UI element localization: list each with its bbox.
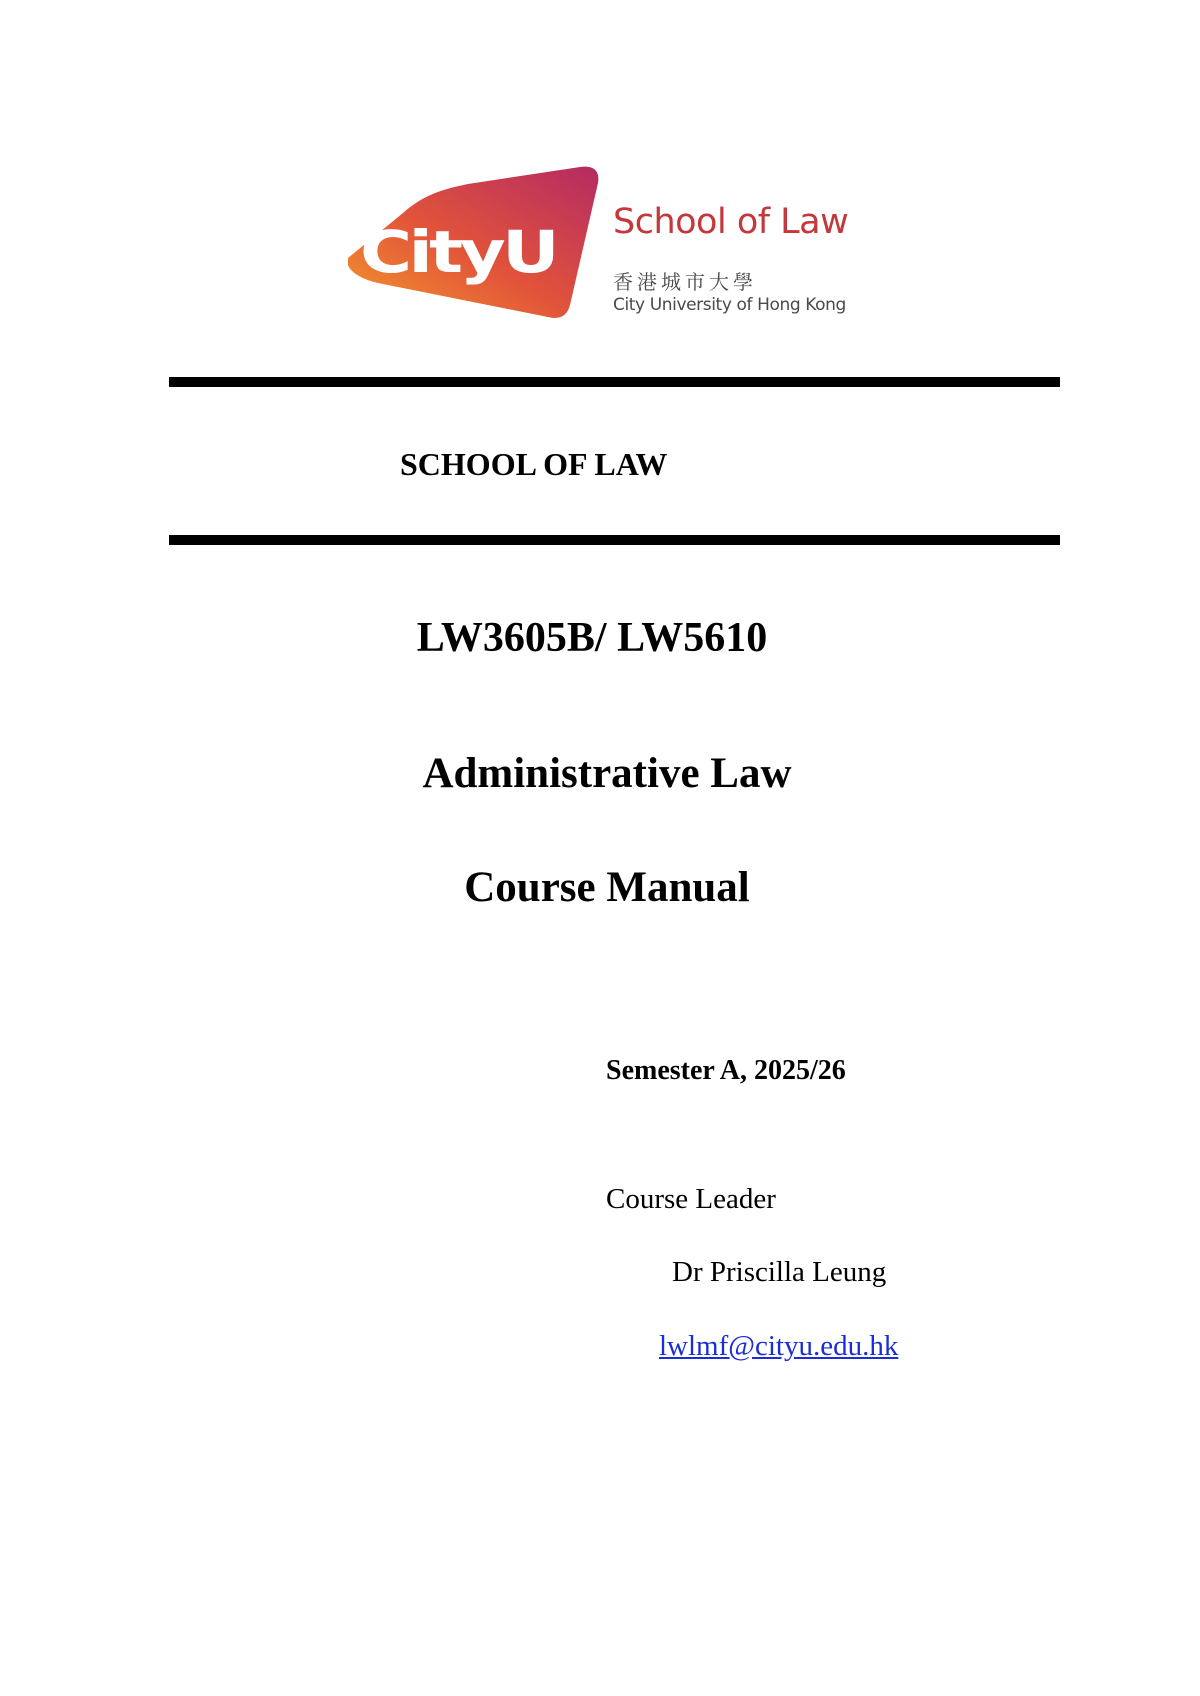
course-leader-label: Course Leader — [606, 1183, 776, 1215]
course-title: Administrative Law — [422, 750, 792, 797]
cityu-logo-text: CityU — [360, 218, 556, 286]
course-leader-email-link[interactable]: lwlmf@cityu.edu.hk — [659, 1330, 899, 1362]
course-leader-name: Dr Priscilla Leung — [672, 1256, 887, 1288]
bottom-divider — [169, 535, 1060, 545]
logo-chinese-name: 香港城市大學 — [613, 270, 757, 294]
top-divider — [169, 377, 1060, 387]
logo-university-name: City University of Hong Kong — [613, 295, 846, 315]
document-type: Course Manual — [464, 864, 750, 911]
course-codes: LW3605B/ LW5610 — [416, 615, 768, 661]
cityu-logo-mark — [348, 165, 600, 320]
cityu-school-of-law-logo — [348, 165, 868, 325]
semester-label: Semester A, 2025/26 — [606, 1055, 846, 1086]
school-heading: SCHOOL OF LAW — [400, 446, 668, 482]
logo-school-name: School of Law — [613, 202, 849, 242]
